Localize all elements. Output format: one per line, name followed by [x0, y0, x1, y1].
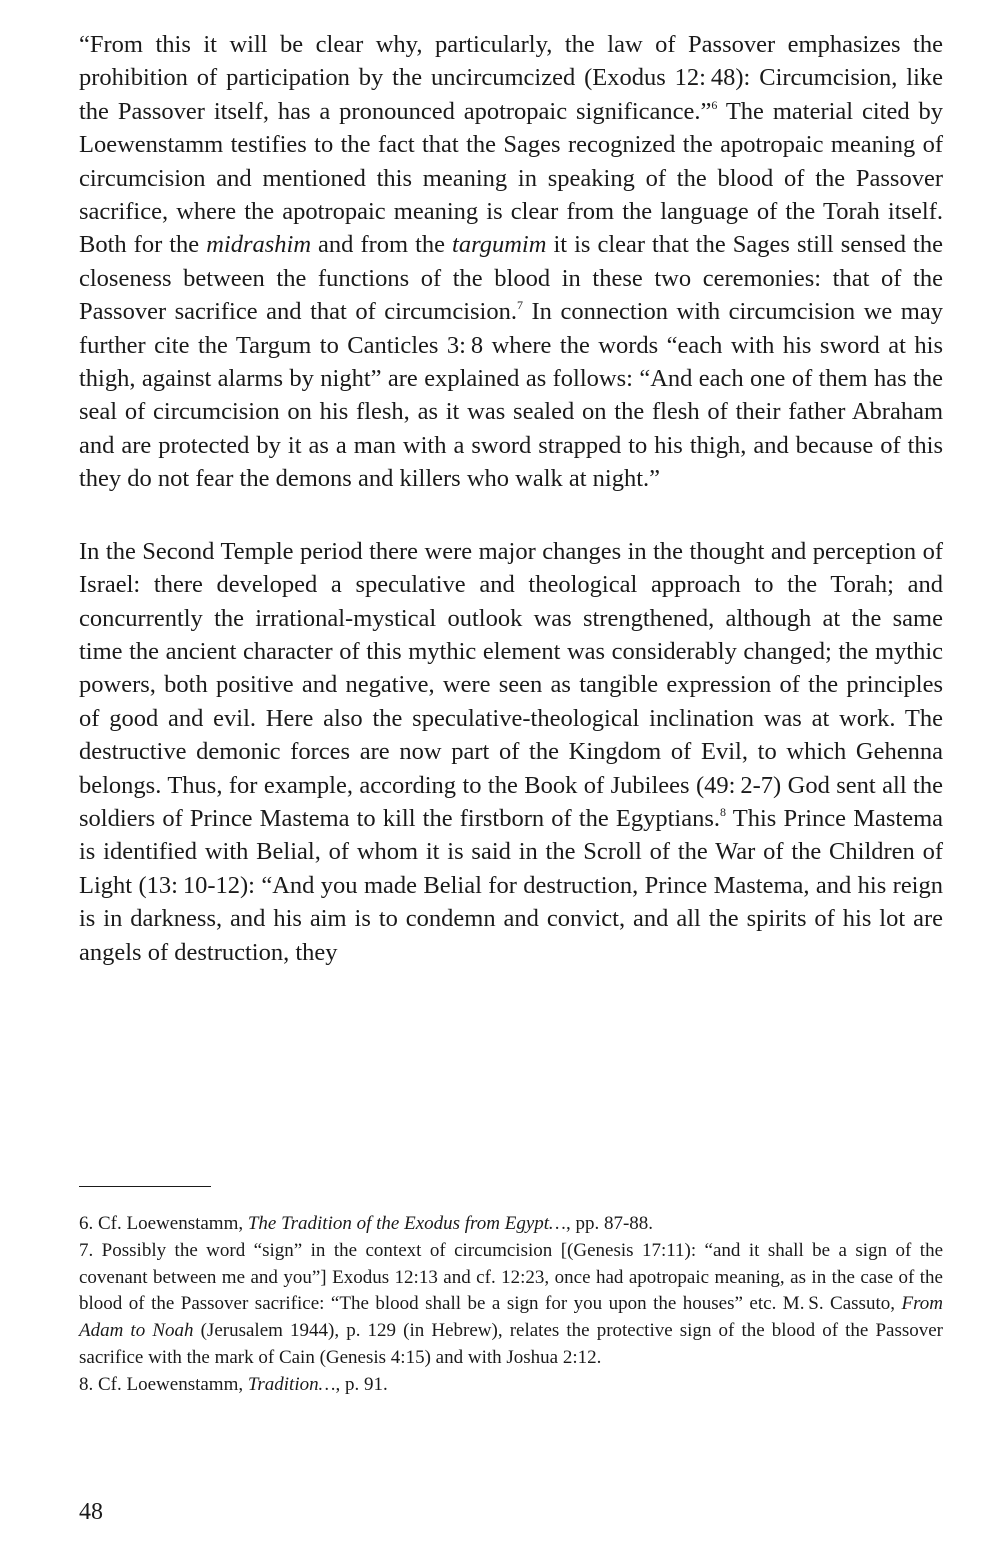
fn6-title: The Tradition of the Exodus from Egypt… [247, 1213, 566, 1234]
fn8-text-b: , p. 91. [335, 1373, 388, 1395]
p1-italic-midrashim: midrashim [206, 231, 312, 259]
p2-text-2: This Prince Mastema is identified with Belial, of whom it is said in the Scroll of the War of the Children of Light (13: 10-12): “And you made Belial for destruction, Prince Mastema, and his reign is in darkness, and his aim is to condemn and convict, and all the spirits of his lot are angels of destruction, they [79, 804, 943, 966]
footnote-ref-7: 7 [516, 298, 523, 313]
footnote-8 [79, 1372, 943, 1399]
fn8-title: Tradition… [247, 1373, 336, 1395]
page-number: 48 [79, 1499, 103, 1525]
p1-text-3: and from the [311, 231, 453, 259]
fn6-text-b: , pp. 87-88. [565, 1213, 654, 1234]
footnote-rule [79, 1186, 211, 1187]
fn7-title: From Adam to Noah [79, 1293, 943, 1342]
p2-text-1: In the Second Temple period there were major changes in the thought and perception of Israel: there developed a speculative and theological approach to the Torah; and concurrently the irrational-mystical outlook was strengthened, although at the same time the ancient character of this mythic element was considerably changed; the mythic powers, both positive and negative, were seen as tangible expression of the principles of good and evil. Here also the speculative-theological inclination was at work. The destructive demonic forces are now part of the Kingdom of Evil, to which Gehenna belongs. Thus, for example, according to the Book of Jubilees (49: 2-7) God sent all the soldiers of Prince Mastema to kill the firstborn of the Egyptians. [79, 537, 943, 832]
p1-text-4: it is clear that the Sages still sensed the closeness between the functions of the blood in these two ceremonies: that of the Passover sacrifice and that of circumcision. [79, 231, 943, 326]
paragraph-2 [79, 535, 943, 969]
paragraph-1 [79, 28, 943, 496]
p1-text-2: The material cited by Loewenstamm testifies to the fact that the Sages recognized the apotropaic meaning of circumcision and mentioned this meaning in speaking of the blood of the Passover sacrifice, where the apotropaic meaning is clear from the language of the Torah itself. Both for the [79, 97, 944, 259]
fn6-text-a: 6. Cf. Loewenstamm, [79, 1213, 248, 1234]
footnote-7 [79, 1238, 943, 1372]
footnote-ref-8: 8 [720, 804, 727, 819]
p1-text-1: “From this it will be clear why, particularly, the law of Passover emphasizes the prohibition of participation by the uncircumcized (Exodus 12: 48): Circumcision, like the Passover itself, has a pronounced apotropaic significance.” [79, 31, 943, 125]
fn7-text-a: 7. Possibly the word “sign” in the context of circumcision [(Genesis 17:11): “and it shall be a sign of the covenant between me and you”] Exodus 12:13 and cf. 12:23, once had apotropaic meaning, as in the case of the blood of the Passover sacrifice: “The blood shall be a sign for you upon the houses” etc. M. S. Cassuto, [79, 1239, 943, 1315]
footnotes [79, 1211, 943, 1399]
p1-text-5: In connection with circumcision we may further cite the Targum to Canticles 3: 8 where the words “each with his sword at his thigh, against alarms by night” are explained as follows: “And each one of them has the seal of circumcision on his flesh, as it was sealed on the flesh of their father Abraham and are protected by it as a man with a sword strapped to his thigh, and because of this they do not fear the demons and killers who walk at night.” [79, 298, 943, 493]
p1-italic-targumim: targumim [452, 231, 547, 259]
fn7-text-b: (Jerusalem 1944), p. 129 (in Hebrew), relates the protective sign of the blood of the Passover sacrifice with the mark of Cain (Genesis 4:15) and with Joshua 2:12. [79, 1320, 943, 1368]
footnote-ref-6: 6 [711, 97, 718, 112]
main-text [79, 28, 943, 969]
footnote-6 [79, 1211, 943, 1238]
fn8-text-a: 8. Cf. Loewenstamm, [79, 1373, 248, 1395]
